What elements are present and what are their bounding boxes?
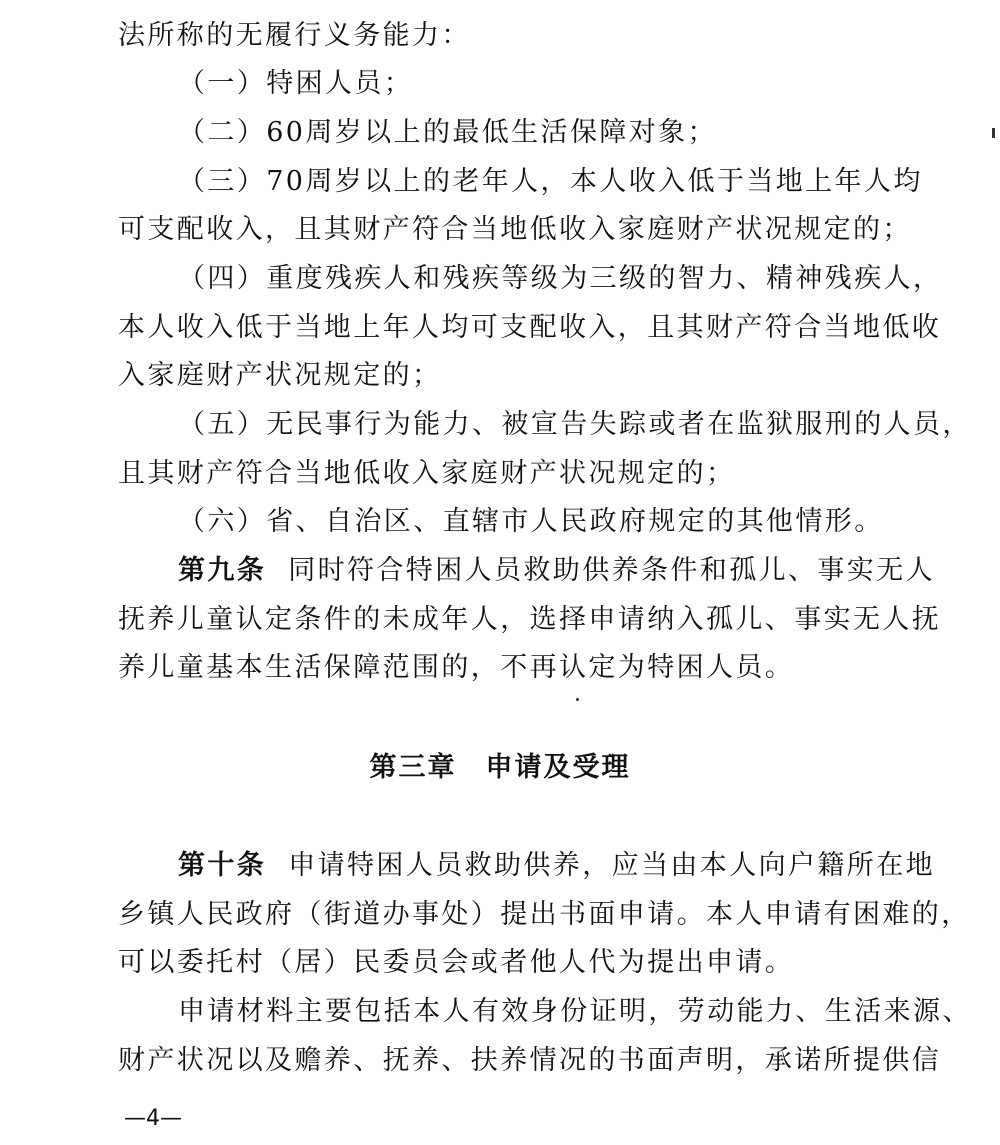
text-line: 财产状况以及赡养、抚养、扶养情况的书面声明，承诺所提供信 [118,1045,942,1076]
text-line: 可支配收入，且其财产符合当地低收入家庭财产状况规定的； [118,214,912,245]
scan-speck [576,698,579,701]
list-item-6: （六）省、自治区、直辖市人民政府规定的其他情形。 [178,506,884,537]
text-line: 法所称的无履行义务能力： [118,20,471,51]
text-line: 抚养儿童认定条件的未成年人，选择申请纳入孤儿、事实无人抚 [118,604,942,635]
article-10-label: 第十条 [178,850,267,881]
article-9-text: 同时符合特困人员救助供养条件和孤儿、事实无人 [288,555,936,586]
list-item-4: （四）重度残疾人和残疾等级为三级的智力、精神残疾人， [178,263,943,294]
list-item-5: （五）无民事行为能力、被宣告失踪或者在监狱服刑的人员， [178,409,972,440]
article-10-text: 申请特困人员救助供养，应当由本人向户籍所在地 [288,850,936,881]
text-line: 乡镇人民政府（街道办事处）提出书面申请。本人申请有困难的， [118,899,971,930]
text-line: 本人收入低于当地上年人均可支配收入，且其财产符合当地低收 [118,312,942,343]
list-item-1: （一）特困人员； [178,68,414,99]
text-line: 可以委托村（居）民委员会或者他人代为提出申请。 [118,947,795,978]
list-item-3: （三）70周岁以上的老年人，本人收入低于当地上年人均 [178,166,923,197]
scan-edge-mark [992,128,995,138]
article-9 [178,555,936,587]
chapter-heading: 第三章 申请及受理 [369,752,631,783]
text-line: 入家庭财产状况规定的； [118,360,442,391]
text-line: 养儿童基本生活保障范围的，不再认定为特困人员。 [118,652,795,683]
article-9-label: 第九条 [178,555,267,586]
list-item-2: （二）60周岁以上的最低生活保障对象； [178,117,717,148]
page-number: —4— [124,1106,182,1131]
text-line: 且其财产符合当地低收入家庭财产状况规定的； [118,458,736,489]
article-10 [178,850,936,882]
text-line: 申请材料主要包括本人有效身份证明，劳动能力、生活来源、 [178,996,972,1027]
